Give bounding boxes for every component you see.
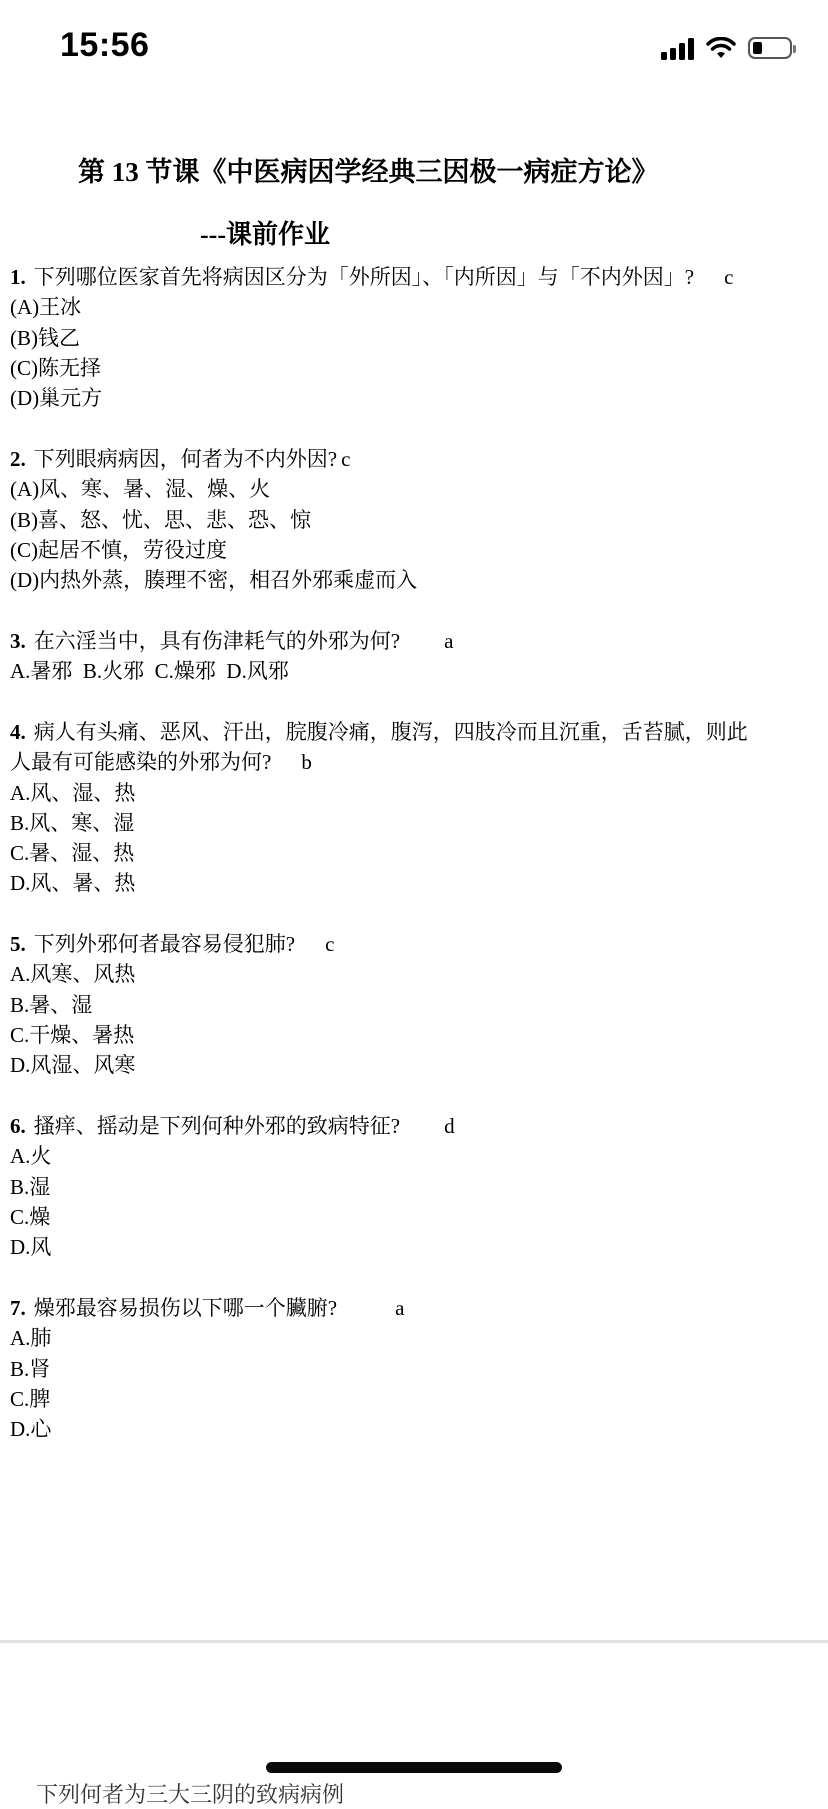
question-number: 6. xyxy=(10,1114,26,1138)
option: B.暑、湿 xyxy=(10,992,93,1017)
answer-mark: b xyxy=(301,750,312,775)
question-text: 在六淫当中，具有伤津耗气的外邪为何? xyxy=(33,629,401,653)
question-stem xyxy=(10,626,820,656)
option: B.肾 xyxy=(10,1356,51,1381)
question-number: 5. xyxy=(10,932,26,956)
question-stem xyxy=(10,929,820,959)
next-page-partial-text: 下列何者为三大三阴的致病病例 xyxy=(36,1783,345,1808)
status-icons xyxy=(661,34,792,62)
question-text: 搔痒、摇动是下列何种外邪的致病特征? xyxy=(33,1114,401,1138)
question-text: 病人有头痛、恶风、汗出，脘腹冷痛，腹泻，四肢冷而且沉重，舌苔腻，则此 xyxy=(33,720,748,744)
question-6 xyxy=(10,1111,820,1262)
status-bar xyxy=(0,0,828,100)
question-1 xyxy=(10,262,820,413)
option: (A)王冰 xyxy=(10,295,82,320)
option: A.风寒、风热 xyxy=(10,962,136,987)
option: A.暑邪 B.火邪 C.燥邪 D.风邪 xyxy=(10,659,289,684)
option: (C)陈无择 xyxy=(10,355,101,380)
option: A.风、湿、热 xyxy=(10,780,136,805)
option: C.干燥、暑热 xyxy=(10,1022,135,1047)
option: (C)起居不慎，劳役过度 xyxy=(10,537,227,562)
answer-mark: a xyxy=(444,629,454,653)
option: C.燥 xyxy=(10,1204,51,1229)
home-indicator[interactable] xyxy=(266,1762,562,1773)
question-stem xyxy=(10,1293,820,1323)
battery-icon xyxy=(748,37,792,59)
option: (B)喜、怒、忧、思、悲、恐、惊 xyxy=(10,507,311,532)
question-text: 下列哪位医家首先将病因区分为「外所因」、「内所因」与「不内外因」? xyxy=(33,265,695,289)
question-3 xyxy=(10,626,820,687)
question-number: 3. xyxy=(10,629,26,653)
signal-icon xyxy=(661,36,694,60)
question-4 xyxy=(10,717,820,899)
option: (D)内热外蒸，腠理不密，相召外邪乘虚而入 xyxy=(10,568,418,593)
option: B.湿 xyxy=(10,1174,51,1199)
option: D.风湿、风寒 xyxy=(10,1053,136,1078)
wifi-icon xyxy=(706,37,736,59)
question-stem-cont xyxy=(10,747,820,777)
battery-level xyxy=(753,42,762,54)
answer-mark: c xyxy=(325,932,335,956)
option: C.脾 xyxy=(10,1386,51,1411)
question-text: 人最有可能感染的外邪为何? xyxy=(10,750,272,775)
answer-mark: d xyxy=(444,1114,455,1138)
question-2 xyxy=(10,444,820,595)
document-title: 第 13 节课《中医病因学经典三因极一病症方论》 xyxy=(78,157,659,187)
option: (A)风、寒、暑、湿、燥、火 xyxy=(10,477,271,502)
question-5 xyxy=(10,929,820,1080)
option: B.风、寒、湿 xyxy=(10,810,135,835)
option: D.心 xyxy=(10,1417,52,1442)
question-stem xyxy=(10,717,820,747)
option: C.暑、湿、热 xyxy=(10,841,135,866)
option: D.风、暑、热 xyxy=(10,871,136,896)
option: (B)钱乙 xyxy=(10,325,80,350)
question-number: 7. xyxy=(10,1296,26,1320)
question-stem xyxy=(10,1111,820,1141)
question-text: 下列外邪何者最容易侵犯肺? xyxy=(33,932,296,956)
option: A.肺 xyxy=(10,1326,52,1351)
question-number: 2. xyxy=(10,447,26,471)
document-subtitle: ---课前作业 xyxy=(200,220,330,249)
question-number: 1. xyxy=(10,265,26,289)
question-stem xyxy=(10,262,820,292)
question-text: 燥邪最容易损伤以下哪一个臟腑? xyxy=(33,1296,338,1320)
page-divider xyxy=(0,1640,828,1643)
question-7 xyxy=(10,1293,820,1444)
status-time: 15:56 xyxy=(60,26,150,64)
answer-mark: a xyxy=(395,1296,405,1320)
option: (D)巢元方 xyxy=(10,386,103,411)
question-text: 下列眼病病因，何者为不内外因? xyxy=(33,447,338,471)
answer-mark: c xyxy=(341,447,351,471)
answer-mark: c xyxy=(724,265,734,289)
option: A.火 xyxy=(10,1144,52,1169)
question-stem xyxy=(10,444,820,474)
question-number: 4. xyxy=(10,720,26,744)
option: D.风 xyxy=(10,1235,52,1260)
